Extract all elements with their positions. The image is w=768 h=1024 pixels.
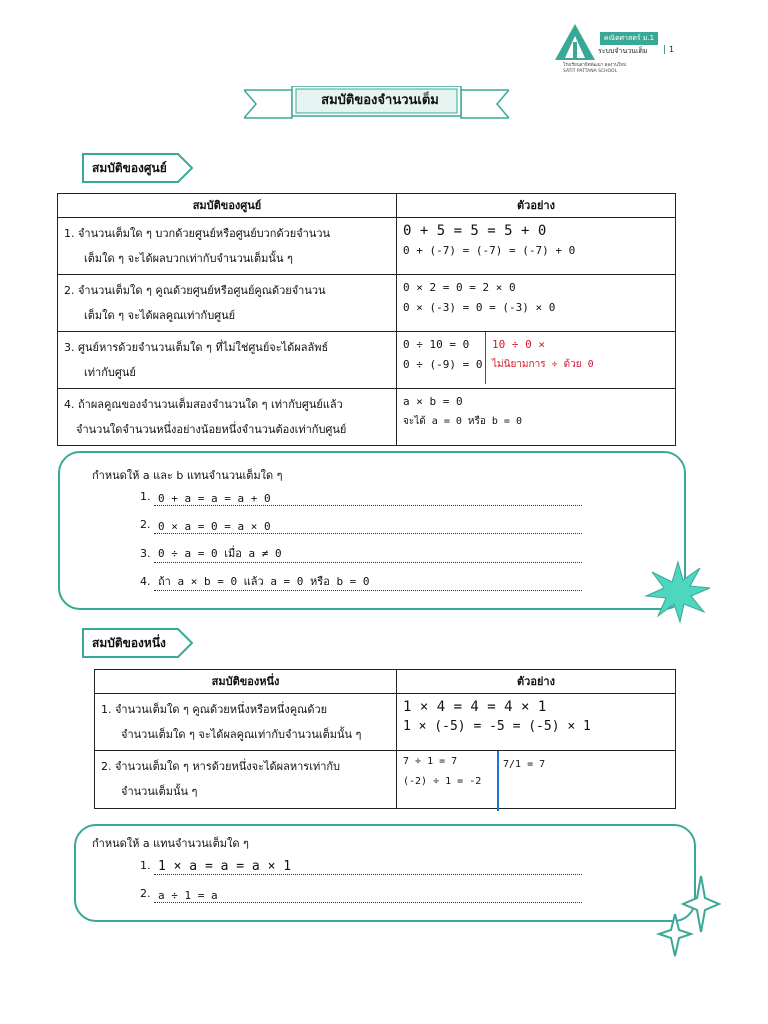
answer-text: a ÷ 1 = a (158, 889, 218, 902)
page-title: สมบัติของจำนวนเต็ม (321, 93, 439, 108)
example-cell: 0 ÷ 10 = 0 0 ÷ (-9) = 0 10 ÷ 0 × ไม่นิยามการ ÷ ด้วย 0 (397, 332, 676, 389)
example-cell: a × b = 0 จะได้ a = 0 หรือ b = 0 (397, 389, 676, 446)
divider (497, 751, 499, 811)
table-row (58, 218, 676, 275)
answer-text: ถ้า a × b = 0 แล้ว a = 0 หรือ b = 0 (158, 575, 370, 588)
table-row (58, 332, 676, 389)
divider (485, 332, 486, 384)
table-row (95, 751, 676, 809)
answer-text: 0 ÷ a = 0 เมื่อ a ≠ 0 (158, 547, 282, 560)
sparkle-icon (655, 872, 721, 962)
starburst-icon (644, 560, 712, 624)
fill-line: 1. 0 + a = a = a + 0 (140, 490, 585, 508)
school-name (563, 63, 626, 75)
one-section-title: สมบัติของหนึ่ง (92, 636, 166, 650)
one-exercise-heading: กำหนดให้ a แทนจำนวนเต็มใด ๆ (92, 837, 249, 850)
fill-line: 4. ถ้า a × b = 0 แล้ว a = 0 หรือ b = 0 (140, 575, 585, 593)
one-properties-table (94, 669, 676, 809)
example-cell: 7 ÷ 1 = 7 (-2) ÷ 1 = -2 7/1 = 7 (397, 751, 676, 809)
table-header-row (58, 194, 676, 218)
example-cell: 1 × 4 = 4 = 4 × 1 1 × (-5) = -5 = (-5) × 1 (397, 694, 676, 751)
property-cell: 2. จำนวนเต็มใด ๆ หารด้วยหนึ่งจะได้ผลหารเท่ากับ จำนวนเต็มนั้น ๆ (95, 751, 397, 809)
one-section-tag (82, 628, 194, 658)
fill-line: 3. 0 ÷ a = 0 เมื่อ a ≠ 0 (140, 547, 585, 565)
answer-text: 0 + a = a = a + 0 (158, 492, 271, 505)
fill-line: 2. a ÷ 1 = a (140, 887, 585, 905)
answer-text: 1 × a = a = a × 1 (158, 859, 292, 874)
property-cell: 2. จำนวนเต็มใด ๆ คูณด้วยศูนย์หรือศูนย์คูณด้วยจำนวน เต็มใด ๆ จะได้ผลคูณเท่ากับศูนย์ (58, 275, 397, 332)
subject-badge: คณิตศาสตร์ ม.1 (600, 32, 658, 45)
zero-properties-table (57, 193, 676, 446)
zero-section-title: สมบัติของศูนย์ (92, 161, 167, 175)
property-cell: 4. ถ้าผลคูณของจำนวนเต็มสองจำนวนใด ๆ เท่ากับศูนย์แล้ว จำนวนใดจำนวนหนึ่งอย่างน้อยหนึ่งจำนวนต้องเท่ากับศูนย์ (58, 389, 397, 446)
page-number: 1 (664, 45, 674, 54)
zero-exercise-heading: กำหนดให้ a และ b แทนจำนวนเต็มใด ๆ (92, 469, 283, 482)
property-cell: 3. ศูนย์หารด้วยจำนวนเต็มใด ๆ ที่ไม่ใช่ศูนย์จะได้ผลลัพธ์ เท่ากับศูนย์ (58, 332, 397, 389)
table-row (58, 275, 676, 332)
table-row (95, 694, 676, 751)
example-cell: 0 + 5 = 5 = 5 + 0 0 + (-7) = (-7) = (-7) + 0 (397, 218, 676, 275)
answer-text: 0 × a = 0 = a × 0 (158, 520, 271, 533)
chapter-label: ระบบจำนวนเต็ม (598, 47, 648, 55)
fill-line: 2. 0 × a = 0 = a × 0 (140, 518, 585, 536)
table-header-row (95, 670, 676, 694)
zero-section-tag (82, 153, 194, 183)
col-property: สมบัติของหนึ่ง (95, 670, 397, 694)
school-name-th: โรงเรียนสาธิตพัฒนา ผลงานใหม่ (563, 63, 627, 68)
table-row (58, 389, 676, 446)
fill-line: 1. 1 × a = a = a × 1 (140, 859, 585, 877)
property-cell: 1. จำนวนเต็มใด ๆ บวกด้วยศูนย์หรือศูนย์บวกด้วยจำนวน เต็มใด ๆ จะได้ผลบวกเท่ากับจำนวนเต็มนั้น ๆ (58, 218, 397, 275)
school-name-en: SATIT PATTANA SCHOOL (563, 69, 618, 74)
example-cell: 0 × 2 = 0 = 2 × 0 0 × (-3) = 0 = (-3) × 0 (397, 275, 676, 332)
property-cell: 1. จำนวนเต็มใด ๆ คูณด้วยหนึ่งหรือหนึ่งคูณด้วย จำนวนเต็มใด ๆ จะได้ผลคูณเท่ากับจำนวนเต็มนั้น ๆ (95, 694, 397, 751)
col-property: สมบัติของศูนย์ (58, 194, 397, 218)
col-example: ตัวอย่าง (397, 670, 676, 694)
col-example: ตัวอย่าง (397, 194, 676, 218)
